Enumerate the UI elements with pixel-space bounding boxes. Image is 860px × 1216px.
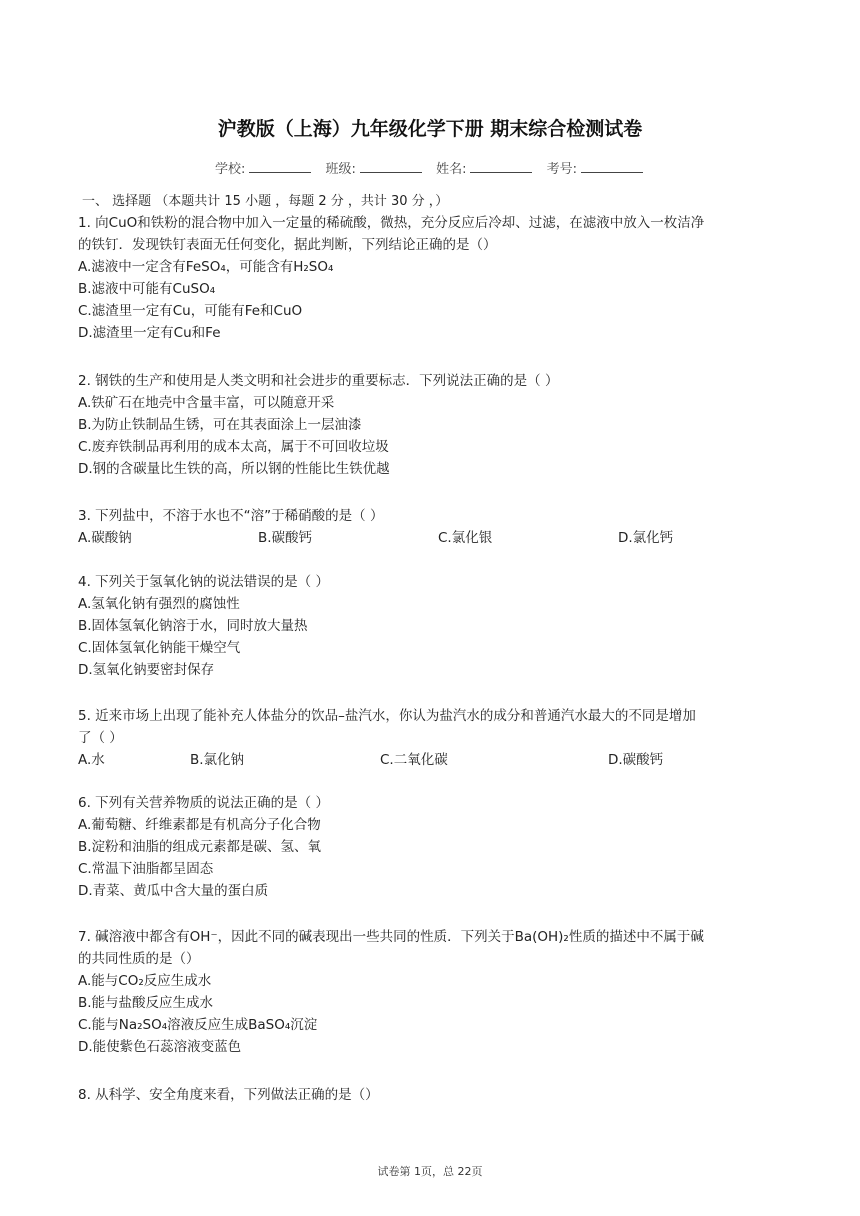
question-4-option-d: D.氢氧化钠要密封保存 — [78, 662, 215, 678]
question-3-option-b: B.碳酸钙 — [258, 530, 313, 546]
question-3-option-a: A.碳酸钠 — [78, 530, 132, 546]
question-8 — [78, 1084, 786, 1106]
question-3-stem: 3. 下列盐中，不溶于水也不“溶”于稀硝酸的是（ ） — [78, 508, 384, 524]
page-title: 沪教版（上海）九年级化学下册 期末综合检测试卷 — [217, 118, 643, 140]
question-5-option-d: D.碳酸钙 — [608, 752, 664, 768]
question-1-option-c: C.滤渣里一定有Cu，可能有Fe和CuO — [78, 303, 303, 319]
question-6-option-d: D.青菜、黄瓜中含大量的蛋白质 — [78, 883, 269, 899]
question-7-option-b: B.能与盐酸反应生成水 — [78, 995, 214, 1011]
question-2-option-c: C.废弃铁制品再利用的成本太高，属于不可回收垃圾 — [78, 439, 389, 455]
question-5-stem-line1: 5. 近来市场上出现了能补充人体盐分的饮品–盐汽水，你认为盐汽水的成分和普通汽水最大的不同是增加 — [78, 708, 696, 724]
question-2-option-d: D.钢的含碳量比生铁的高，所以钢的性能比生铁优越 — [78, 461, 390, 477]
class-label: 班级: — [325, 162, 356, 177]
name-label: 姓名: — [436, 162, 467, 177]
question-4-option-b: B.固体氢氧化钠溶于水，同时放大量热 — [78, 618, 308, 634]
question-2-option-a: A.铁矿石在地壳中含量丰富，可以随意开采 — [78, 395, 335, 411]
question-7-stem-line2: 的共同性质的是（） — [78, 951, 200, 967]
question-8-stem: 8. 从科学、安全角度来看，下列做法正确的是（） — [78, 1087, 379, 1103]
question-2-stem: 2. 钢铁的生产和使用是人类文明和社会进步的重要标志．下列说法正确的是（ ） — [78, 373, 559, 389]
question-7 — [78, 926, 786, 1058]
school-label: 学校: — [215, 162, 246, 177]
name-blank — [470, 161, 532, 173]
question-6-option-c: C.常温下油脂都呈固态 — [78, 861, 214, 877]
question-6 — [78, 792, 786, 902]
question-1-stem-line2: 的铁钉．发现铁钉表面无任何变化，据此判断，下列结论正确的是（） — [78, 237, 497, 253]
page-footer: 试卷第 1页，总 22页 — [377, 1165, 483, 1178]
question-6-option-b: B.淀粉和油脂的组成元素都是碳、氢、氧 — [78, 839, 322, 855]
class-blank — [360, 161, 422, 173]
question-6-stem: 6. 下列有关营养物质的说法正确的是（ ） — [78, 795, 329, 811]
school-blank — [249, 161, 311, 173]
question-6-option-a: A.葡萄糖、纤维素都是有机高分子化合物 — [78, 817, 321, 833]
question-4-stem: 4. 下列关于氢氧化钠的说法错误的是（ ） — [78, 574, 329, 590]
question-5-option-b: B.氯化钠 — [190, 752, 245, 768]
question-1-option-d: D.滤渣里一定有Cu和Fe — [78, 325, 221, 341]
question-4 — [78, 571, 786, 681]
number-blank — [581, 161, 643, 173]
question-3-option-d: D.氯化钙 — [618, 530, 674, 546]
question-4-option-a: A.氢氧化钠有强烈的腐蚀性 — [78, 596, 240, 612]
number-label: 考号: — [546, 162, 577, 177]
question-7-stem-line1: 7. 碱溶液中都含有OH⁻，因此不同的碱表现出一些共同的性质．下列关于Ba(OH)₂性质的描述中不属于碱 — [78, 929, 704, 945]
question-3 — [78, 505, 786, 549]
question-5-options — [78, 749, 786, 771]
question-7-option-c: C.能与Na₂SO₄溶液反应生成BaSO₄沉淀 — [78, 1017, 318, 1033]
question-7-option-a: A.能与CO₂反应生成水 — [78, 973, 212, 989]
question-2 — [78, 370, 786, 480]
question-5 — [78, 705, 786, 771]
question-1-option-a: A.滤液中一定含有FeSO₄，可能含有H₂SO₄ — [78, 259, 334, 275]
question-7-option-d: D.能使紫色石蕊溶液变蓝色 — [78, 1039, 242, 1055]
question-1 — [78, 212, 786, 344]
question-2-option-b: B.为防止铁制品生锈，可在其表面涂上一层油漆 — [78, 417, 362, 433]
question-5-stem-line2: 了（ ） — [78, 730, 123, 746]
section-heading: 一、 选择题 （本题共计 15 小题 ，每题 2 分 ，共计 30 分 ，） — [82, 194, 449, 209]
question-3-option-c: C.氯化银 — [438, 530, 493, 546]
question-3-options — [78, 527, 786, 549]
student-info-line — [0, 158, 860, 177]
question-5-option-a: A.水 — [78, 752, 105, 768]
question-1-option-b: B.滤液中可能有CuSO₄ — [78, 281, 216, 297]
question-1-stem-line1: 1. 向CuO和铁粉的混合物中加入一定量的稀硫酸，微热，充分反应后冷却、过滤，在滤液中放入一枚洁净 — [78, 215, 705, 231]
question-4-option-c: C.固体氢氧化钠能干燥空气 — [78, 640, 241, 656]
question-5-option-c: C.二氧化碳 — [380, 752, 448, 768]
